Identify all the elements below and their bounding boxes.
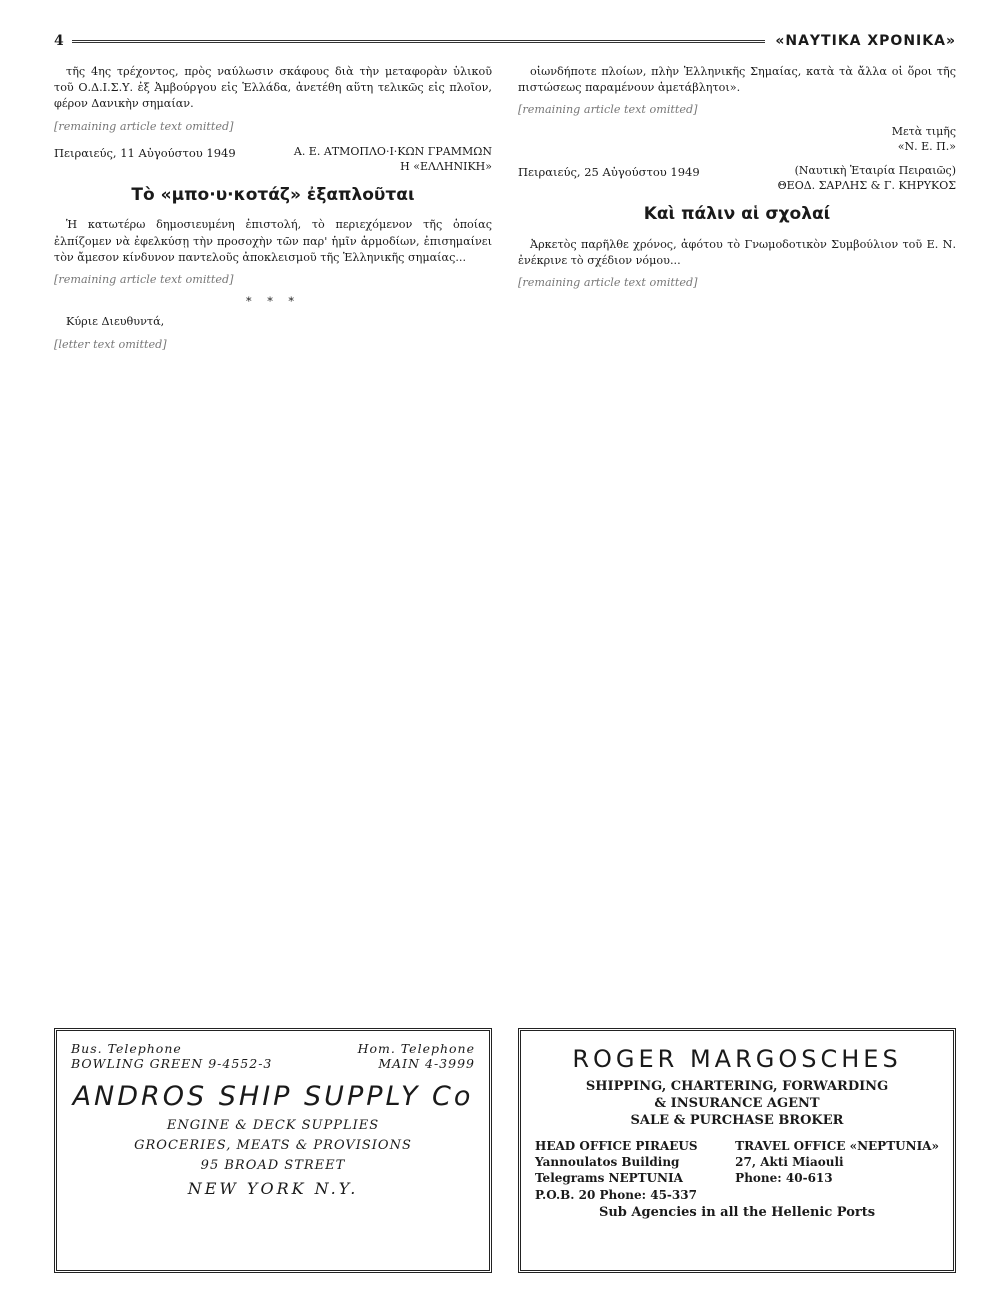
margosches-offices — [535, 1138, 939, 1203]
head-office-pob: P.O.B. 20 Phone: 45-337 — [535, 1187, 697, 1202]
advertisements — [54, 1028, 956, 1273]
andros-bus-label: Bus. Telephone — [71, 1041, 182, 1056]
left-excerpt-1: τῆς 4ης τρέχοντος, πρὸς ναύλωσιν σκάφους διὰ τὴν μεταφορὰν ὑλικοῦ τοῦ Ο.Δ.Ι.Σ.Υ. ἐξ Ἀμβούργου εἰς Ἑλλάδα, ἀνετέθη αὕτη τελικῶς εἰς πλοῖον, φέρον Δανικὴν σημαίαν. — [54, 65, 492, 111]
left-dateline-place: Πειραιεύς, 11 Αὐγούστου 1949 — [54, 145, 236, 160]
right-regards-text: Μετὰ τιμῆς — [891, 124, 956, 138]
travel-office-phone: Phone: 40-613 — [735, 1171, 833, 1186]
right-column — [518, 64, 956, 1014]
section-stars: * * * — [246, 295, 300, 309]
article-columns — [54, 64, 956, 1014]
andros-phone-numbers — [71, 1056, 475, 1071]
page-header — [54, 28, 956, 54]
left-dateline — [54, 145, 492, 175]
left-column — [54, 64, 492, 1014]
head-office-telegrams: Telegrams NEPTUNIA — [535, 1171, 683, 1186]
right-signature-line1: (Ναυτικὴ Ἑταιρία Πειραιῶς) — [794, 164, 956, 178]
right-signature — [778, 164, 956, 194]
travel-office-title: TRAVEL OFFICE «NEPTUNIA» — [735, 1139, 939, 1153]
left-headline: Τὸ «μπο·υ·κοτάζ» ἐξαπλοῦται — [131, 184, 415, 205]
right-regards — [518, 125, 956, 155]
left-excerpt-2: Ἡ κατωτέρω δημοσιευμένη ἐπιστολή, τὸ περιεχόμενον τῆς ὁποίας ἐλπίζομεν νὰ ἐφελκύσῃ τὴν προσοχὴν τῶν παρ' ἡμῖν ἁρμοδίων, ἐπισημαίνει τὸν ἄμεσον κίνδυνον παντελοῦς ἀποκλεισμοῦ τῆς Ἑλληνικῆς σημαίας... — [54, 218, 492, 264]
masthead: «ΝΑΥΤΙΚΑ ΧΡΟΝΙΚΑ» — [775, 33, 956, 49]
right-dateline — [518, 164, 956, 194]
margosches-sub-agencies: Sub Agencies in all the Hellenic Ports — [598, 1204, 876, 1220]
margosches-line2: & INSURANCE AGENT — [654, 1096, 820, 1111]
andros-bus-number: BOWLING GREEN 9-4552-3 — [71, 1056, 273, 1071]
left-signature — [294, 145, 492, 175]
andros-name: ANDROS SHIP SUPPLY Co — [72, 1081, 474, 1112]
andros-city: NEW YORK N.Y. — [187, 1179, 359, 1198]
head-office-title: HEAD OFFICE PIRAEUS — [535, 1139, 698, 1153]
andros-line1: ENGINE & DECK SUPPLIES — [166, 1118, 380, 1133]
margosches-line3: SALE & PURCHASE BROKER — [630, 1113, 844, 1128]
right-signature-line2: ΘΕΟΔ. ΣΑΡΛΗΣ & Γ. ΚΗΡΥΚΟΣ — [777, 179, 956, 193]
margosches-name: ROGER MARGOSCHES — [572, 1045, 902, 1073]
left-omitted-3: [letter text omitted] — [54, 337, 167, 351]
right-omitted-1: [remaining article text omitted] — [518, 103, 698, 117]
margosches-head-office — [535, 1138, 698, 1203]
left-signature-line2: Η «ΕΛΛΗΝΙΚΗ» — [400, 159, 492, 173]
page-number: 4 — [54, 33, 64, 49]
right-excerpt-1: οἰωνδήποτε πλοίων, πλὴν Ἑλληνικῆς Σημαίας, κατὰ τὰ ἄλλα οἱ ὅροι τῆς πιστώσεως παραμένουν ἀμετάβλητοι». — [518, 65, 956, 95]
header-rule — [72, 40, 766, 43]
margosches-line1: SHIPPING, CHARTERING, FORWARDING — [585, 1079, 889, 1094]
roger-margosches-ad — [518, 1028, 956, 1273]
right-excerpt-2: Ἀρκετὸς παρῆλθε χρόνος, ἀφότου τὸ Γνωμοδοτικὸν Συμβούλιον τοῦ Ε. Ν. ἐνέκρινε τὸ σχέδιον νόμου... — [518, 237, 956, 267]
head-office-building: Yannoulatos Building — [535, 1155, 680, 1170]
right-omitted-2: [remaining article text omitted] — [518, 276, 698, 290]
travel-office-address: 27, Akti Miaouli — [735, 1155, 844, 1170]
andros-line2: GROCERIES, MEATS & PROVISIONS — [134, 1138, 412, 1153]
andros-street: 95 BROAD STREET — [200, 1158, 346, 1173]
left-excerpt-3: Κύριε Διευθυντά, — [66, 315, 165, 329]
andros-hom-number: MAIN 4-3999 — [378, 1056, 475, 1071]
right-signature-org: «Ν. Ε. Π.» — [897, 139, 956, 153]
right-headline: Καὶ πάλιν αἱ σχολαί — [643, 204, 831, 225]
margosches-travel-office — [735, 1138, 939, 1203]
right-dateline-place: Πειραιεύς, 25 Αὐγούστου 1949 — [518, 165, 700, 180]
left-omitted-2: [remaining article text omitted] — [54, 272, 234, 286]
andros-hom-label: Hom. Telephone — [357, 1041, 475, 1056]
andros-ship-supply-ad — [54, 1028, 492, 1273]
left-signature-line1: Α. Ε. ΑΤΜΟΠΛΟ·Ι·ΚΩΝ ΓΡΑΜΜΩΝ — [293, 144, 492, 158]
andros-phone-labels — [71, 1041, 475, 1056]
left-omitted-1: [remaining article text omitted] — [54, 119, 234, 133]
